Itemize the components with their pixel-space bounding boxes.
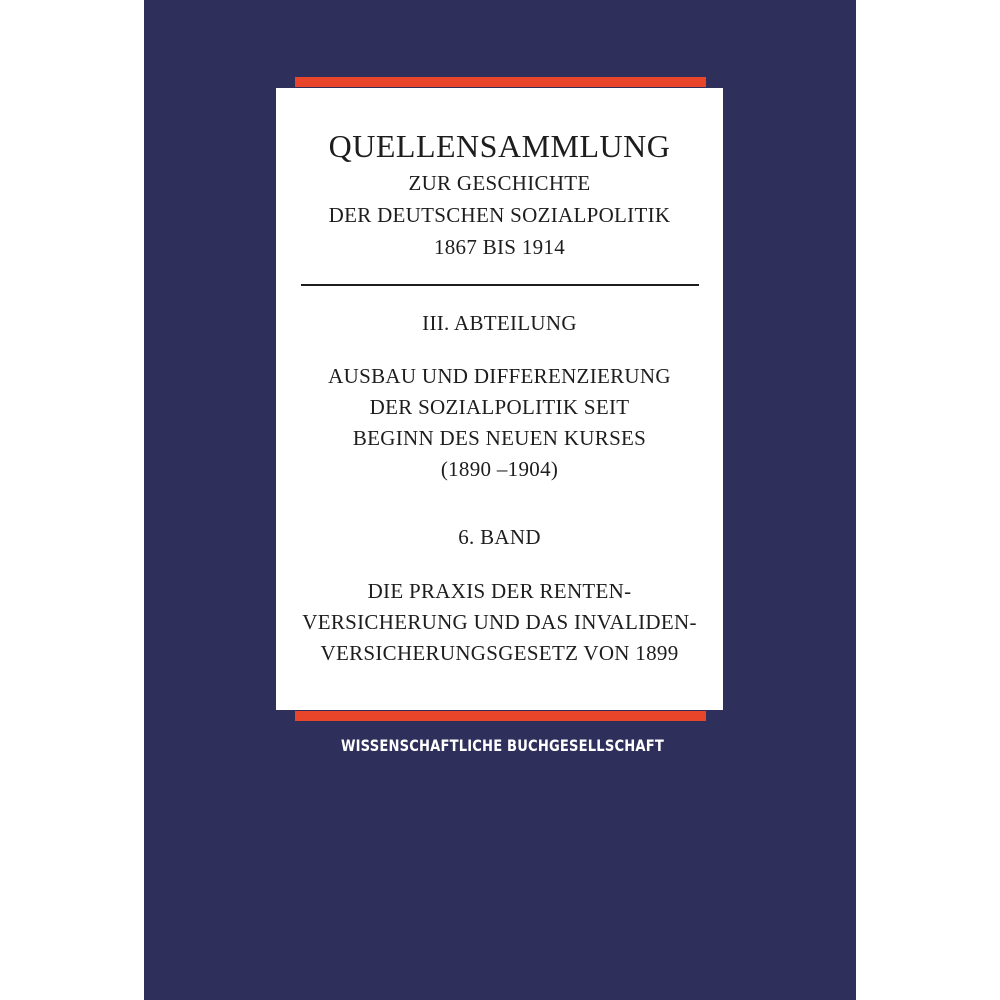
top-accent-bar — [295, 77, 706, 87]
series-title: QUELLENSAMMLUNG — [328, 128, 671, 164]
section-subtitle-line-1: AUSBAU UND DIFFERENZIERUNG — [328, 364, 671, 388]
section-subtitle-line-2: DER SOZIALPOLITIK SEIT — [369, 395, 630, 419]
bottom-accent-bar — [295, 711, 706, 721]
series-subtitle-line-3: 1867 BIS 1914 — [433, 235, 566, 259]
title-label — [276, 88, 723, 710]
series-subtitle-line-1: ZUR GESCHICHTE — [408, 171, 591, 195]
section-subtitle-line-3: BEGINN DES NEUEN KURSES — [352, 426, 647, 450]
series-subtitle-line-2: DER DEUTSCHEN SOZIALPOLITIK — [328, 203, 671, 227]
volume-label: 6. BAND — [458, 525, 541, 549]
volume-title-line-1: DIE PRAXIS DER RENTEN- — [367, 579, 632, 603]
volume-title-line-2: VERSICHERUNG UND DAS INVALIDEN- — [302, 610, 697, 634]
volume-title-line-3: VERSICHERUNGSGESETZ VON 1899 — [320, 641, 679, 665]
section-label: III. ABTEILUNG — [422, 311, 577, 335]
divider-rule — [301, 284, 699, 286]
publisher-name: WISSENSCHAFTLICHE BUCHGESELLSCHAFT — [341, 736, 664, 755]
section-subtitle-line-4: (1890 –1904) — [440, 457, 559, 481]
